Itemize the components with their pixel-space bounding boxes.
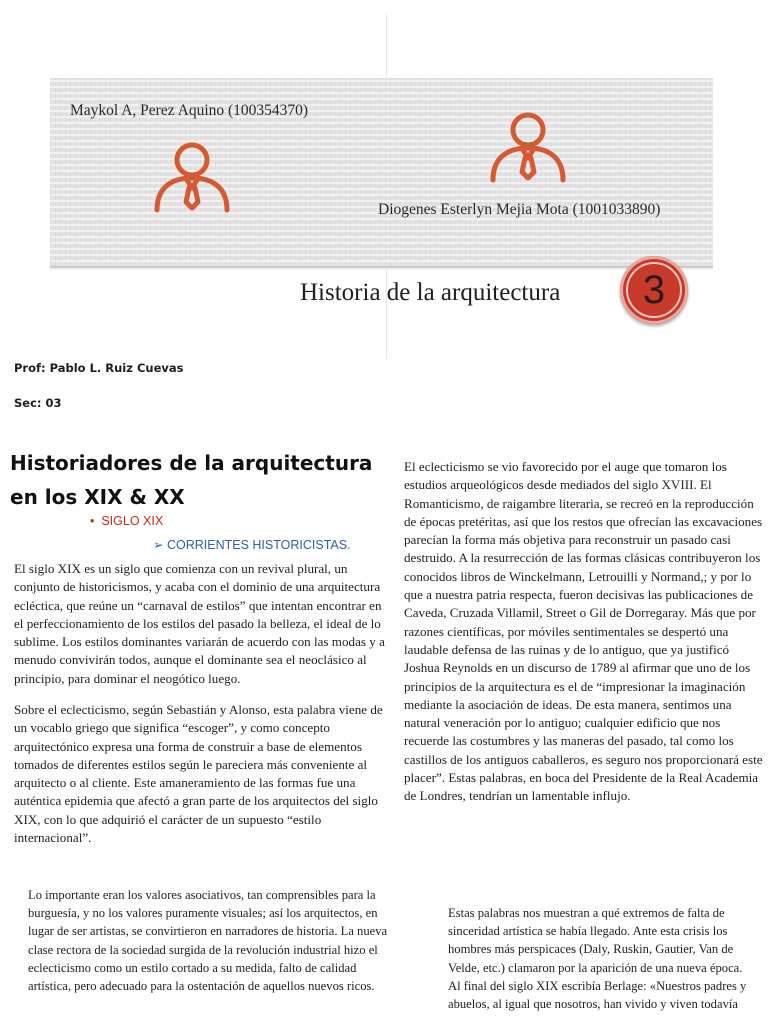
person-with-tie-icon — [486, 106, 570, 186]
bullet-siglo-xix — [90, 514, 163, 528]
right-paragraph-1: El eclecticismo se vio favorecido por el auge que tomaron los estudios arqueológicos desde mediados del siglo XVIII. El Romanticismo, de raigambre literaria, se recreó en la reproducción de épocas pretéritas, así que los restos que ofrecían las excavaciones parecían la forma más objetiva para reconstruir un pasado casi destruido. A la resurrección de las formas clásicas contribuyeron los conocidos libros de Winckelmann, Letrouilli y Normand,; y por lo que a nuestra patria respecta, fueron decisivas las publicaciones de Caveda, Cruzada Villamil, Street o Gil de Dorregaray. Más que por razones científicas, por móviles sentimentales se despertó una laudable defensa de las ruinas y de lo antiguo, que ya justificó Joshua Reynolds en un discurso de 1789 al afirmar que uno de los principios de la arquitectura es el de “impresionar la imaginación mediante la asociación de ideas. De esta manera, sentimos una natural veneración por lo antiguo; cualquier edificio que nos recuerde las costumbres y las maneras del pasado, tal como los castillos de los antiguos caballeros, es seguro nos proporcionará este placer”. Estas palabras, en boca del Presidente de la Real Academia de Londres, tendrían un lamentable influjo. — [404, 459, 763, 804]
left-paragraph-1: El siglo XIX es un siglo que comienza con un revival plural, un conjunto de historicismos, y acaba con el dominio de una arquitectura ecléctica, que reúne un “carnaval de estilos” que intentan encontrar en el perfeccionamiento de los estilos del pasado la belleza, el ideal de lo sublime. Los estilos dominantes variarán de acuerdo con las modas y a menudo convivirán todos, aunque el dominante sea el neoclásico al principio, para dominar el neogótico luego. — [14, 561, 385, 686]
lower-left-paragraph: Lo importante eran los valores asociativos, tan comprensibles para la burguesía, y no los valores puramente visuales; así los arquitectos, en lugar de ser artistas, se convirtieron en narradores de historia. La nueva clase rectora de la sociedad surgida de la revolución industrial hizo el eclecticismo como un estilo cortado a su medida, falto de calidad artística, pero adecuado para la ostentación de aquellos nuevos ricos. — [28, 888, 388, 994]
author-1-name: Maykol A, Perez Aquino (100354370) — [70, 102, 309, 119]
bullet-marker: • — [90, 514, 95, 528]
professor-label: Prof: Pablo L. Ruiz Cuevas — [14, 361, 184, 375]
author-2-name: Diogenes Esterlyn Mejia Mota (1001033890) — [378, 201, 661, 218]
slide-number: 3 — [626, 262, 682, 318]
sub-bullet-label: CORRIENTES HISTORICISTAS. — [166, 538, 351, 552]
slide-number-badge — [620, 256, 688, 324]
section-heading: Historiadores de la arquitectura en los XIX & XX — [10, 451, 373, 509]
section-label: Sec: 03 — [14, 396, 62, 410]
sub-bullet-corrientes — [153, 537, 351, 552]
left-paragraph-2: Sobre el eclecticismo, según Sebastián y Alonso, esta palabra viene de un vocablo griego que significa “escoger”, y como concepto arquitectónico expresa una forma de construir a base de elementos tomados de diferentes estilos según le pareciera más conveniente al arquitecto o al cliente. Este amaneramiento de las formas fue una auténtica epidemia que afectó a gran parte de los arquitectos del siglo XIX, con lo que adquirió el carácter de un supuesto “estilo internacional”. — [14, 702, 383, 846]
banner-shadow — [50, 266, 713, 270]
page-title: Historia de la arquitectura — [300, 279, 561, 306]
person-with-tie-icon — [150, 136, 234, 216]
lower-right-paragraph: Estas palabras nos muestran a qué extremos de falta de sinceridad artística se había llegado. Ante esta crisis los hombres más perspicaces (Daly, Ruskin, Gautier, Van de Velde, etc.) clamaron por la aparición de una nueva época. Al final del siglo XIX escribía Berlage: «Nuestros padres y abuelos, al igual que nosotros, han vivido y viven todavía — [448, 906, 747, 1012]
arrow-bullet-icon: ➢ — [153, 538, 164, 552]
bullet-label: SIGLO XIX — [101, 514, 164, 528]
